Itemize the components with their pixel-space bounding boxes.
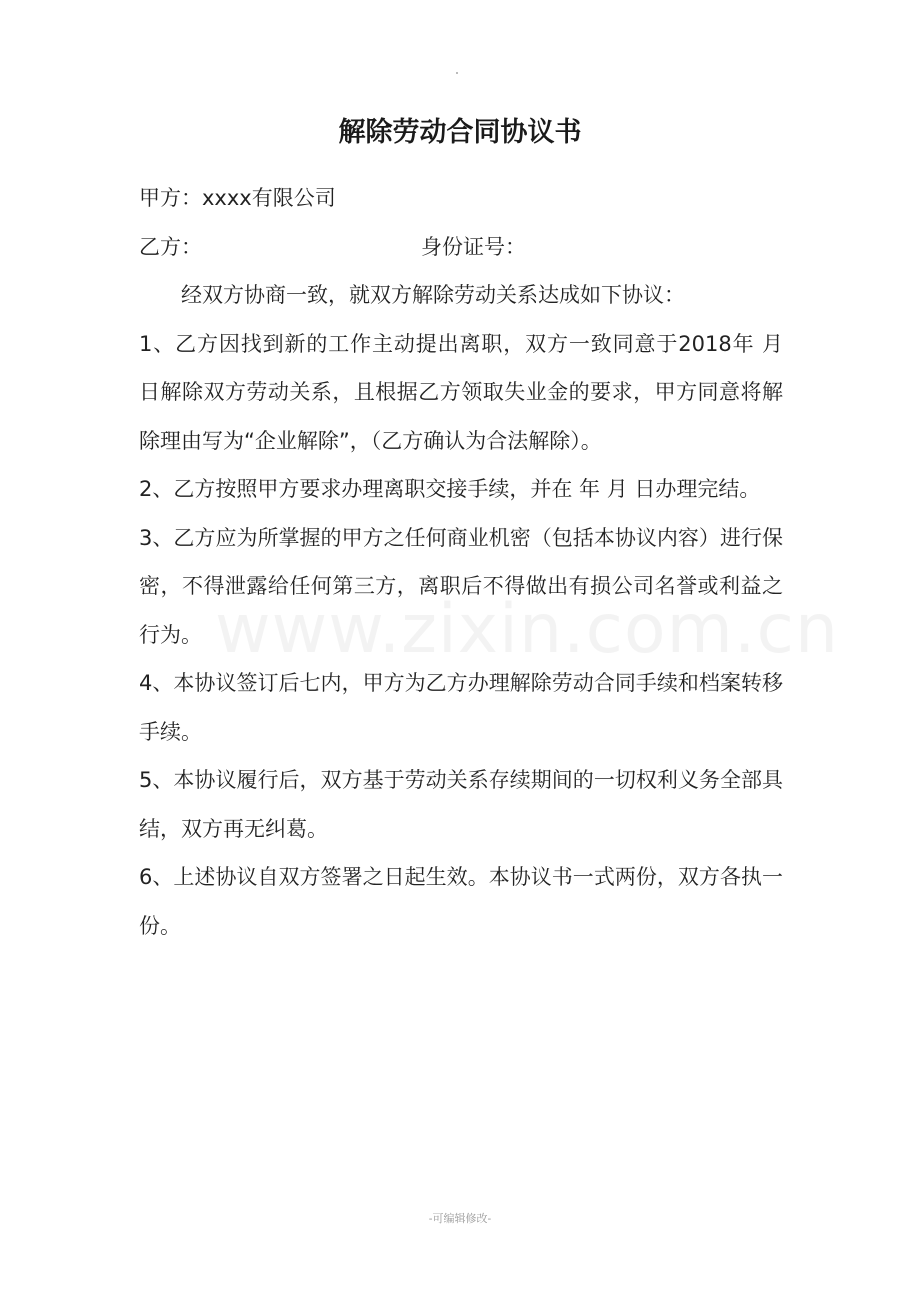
footer-note: -可编辑修改- [428,1212,492,1225]
clause-1: 1、乙方因找到新的工作主动提出离职，双方一致同意于2018年 月 日解除双方劳动关系，且根据乙方领取失业金的要求，甲方同意将解除理由写为“企业解除”，（乙方确认为合法解除）。 [139,331,783,453]
party-a-line: 甲方：xxxx有限公司 [139,186,336,210]
party-b-label: 乙方： [139,234,202,259]
clause-3: 3、乙方应为所掌握的甲方之任何商业机密（包括本协议内容）进行保密，不得泄露给任何第三方，离职后不得做出有损公司名誉或利益之行为。 [139,525,783,647]
page-marker-dot [456,72,458,74]
clause-5: 5、本协议履行后，双方基于劳动关系存续期间的一切权利义务全部具结，双方再无纠葛。 [139,768,783,841]
id-number-label: 身份证号： [421,234,526,259]
party-b-row [139,223,783,272]
clause-6: 6、上述协议自双方签署之日起生效。本协议书一式两份，双方各执一份。 [139,865,783,938]
clause-4: 4、本协议签订后七内，甲方为乙方办理解除劳动合同手续和档案转移手续。 [139,671,783,744]
document-title: 解除劳动合同协议书 [338,117,582,148]
clause-2: 2、乙方按照甲方要求办理离职交接手续，并在 年 月 日办理完结。 [139,477,761,501]
document-body [139,174,783,950]
watermark: www.zixin.com.cn [215,590,839,669]
intro-line: 经双方协商一致，就双方解除劳动关系达成如下协议： [181,283,685,307]
